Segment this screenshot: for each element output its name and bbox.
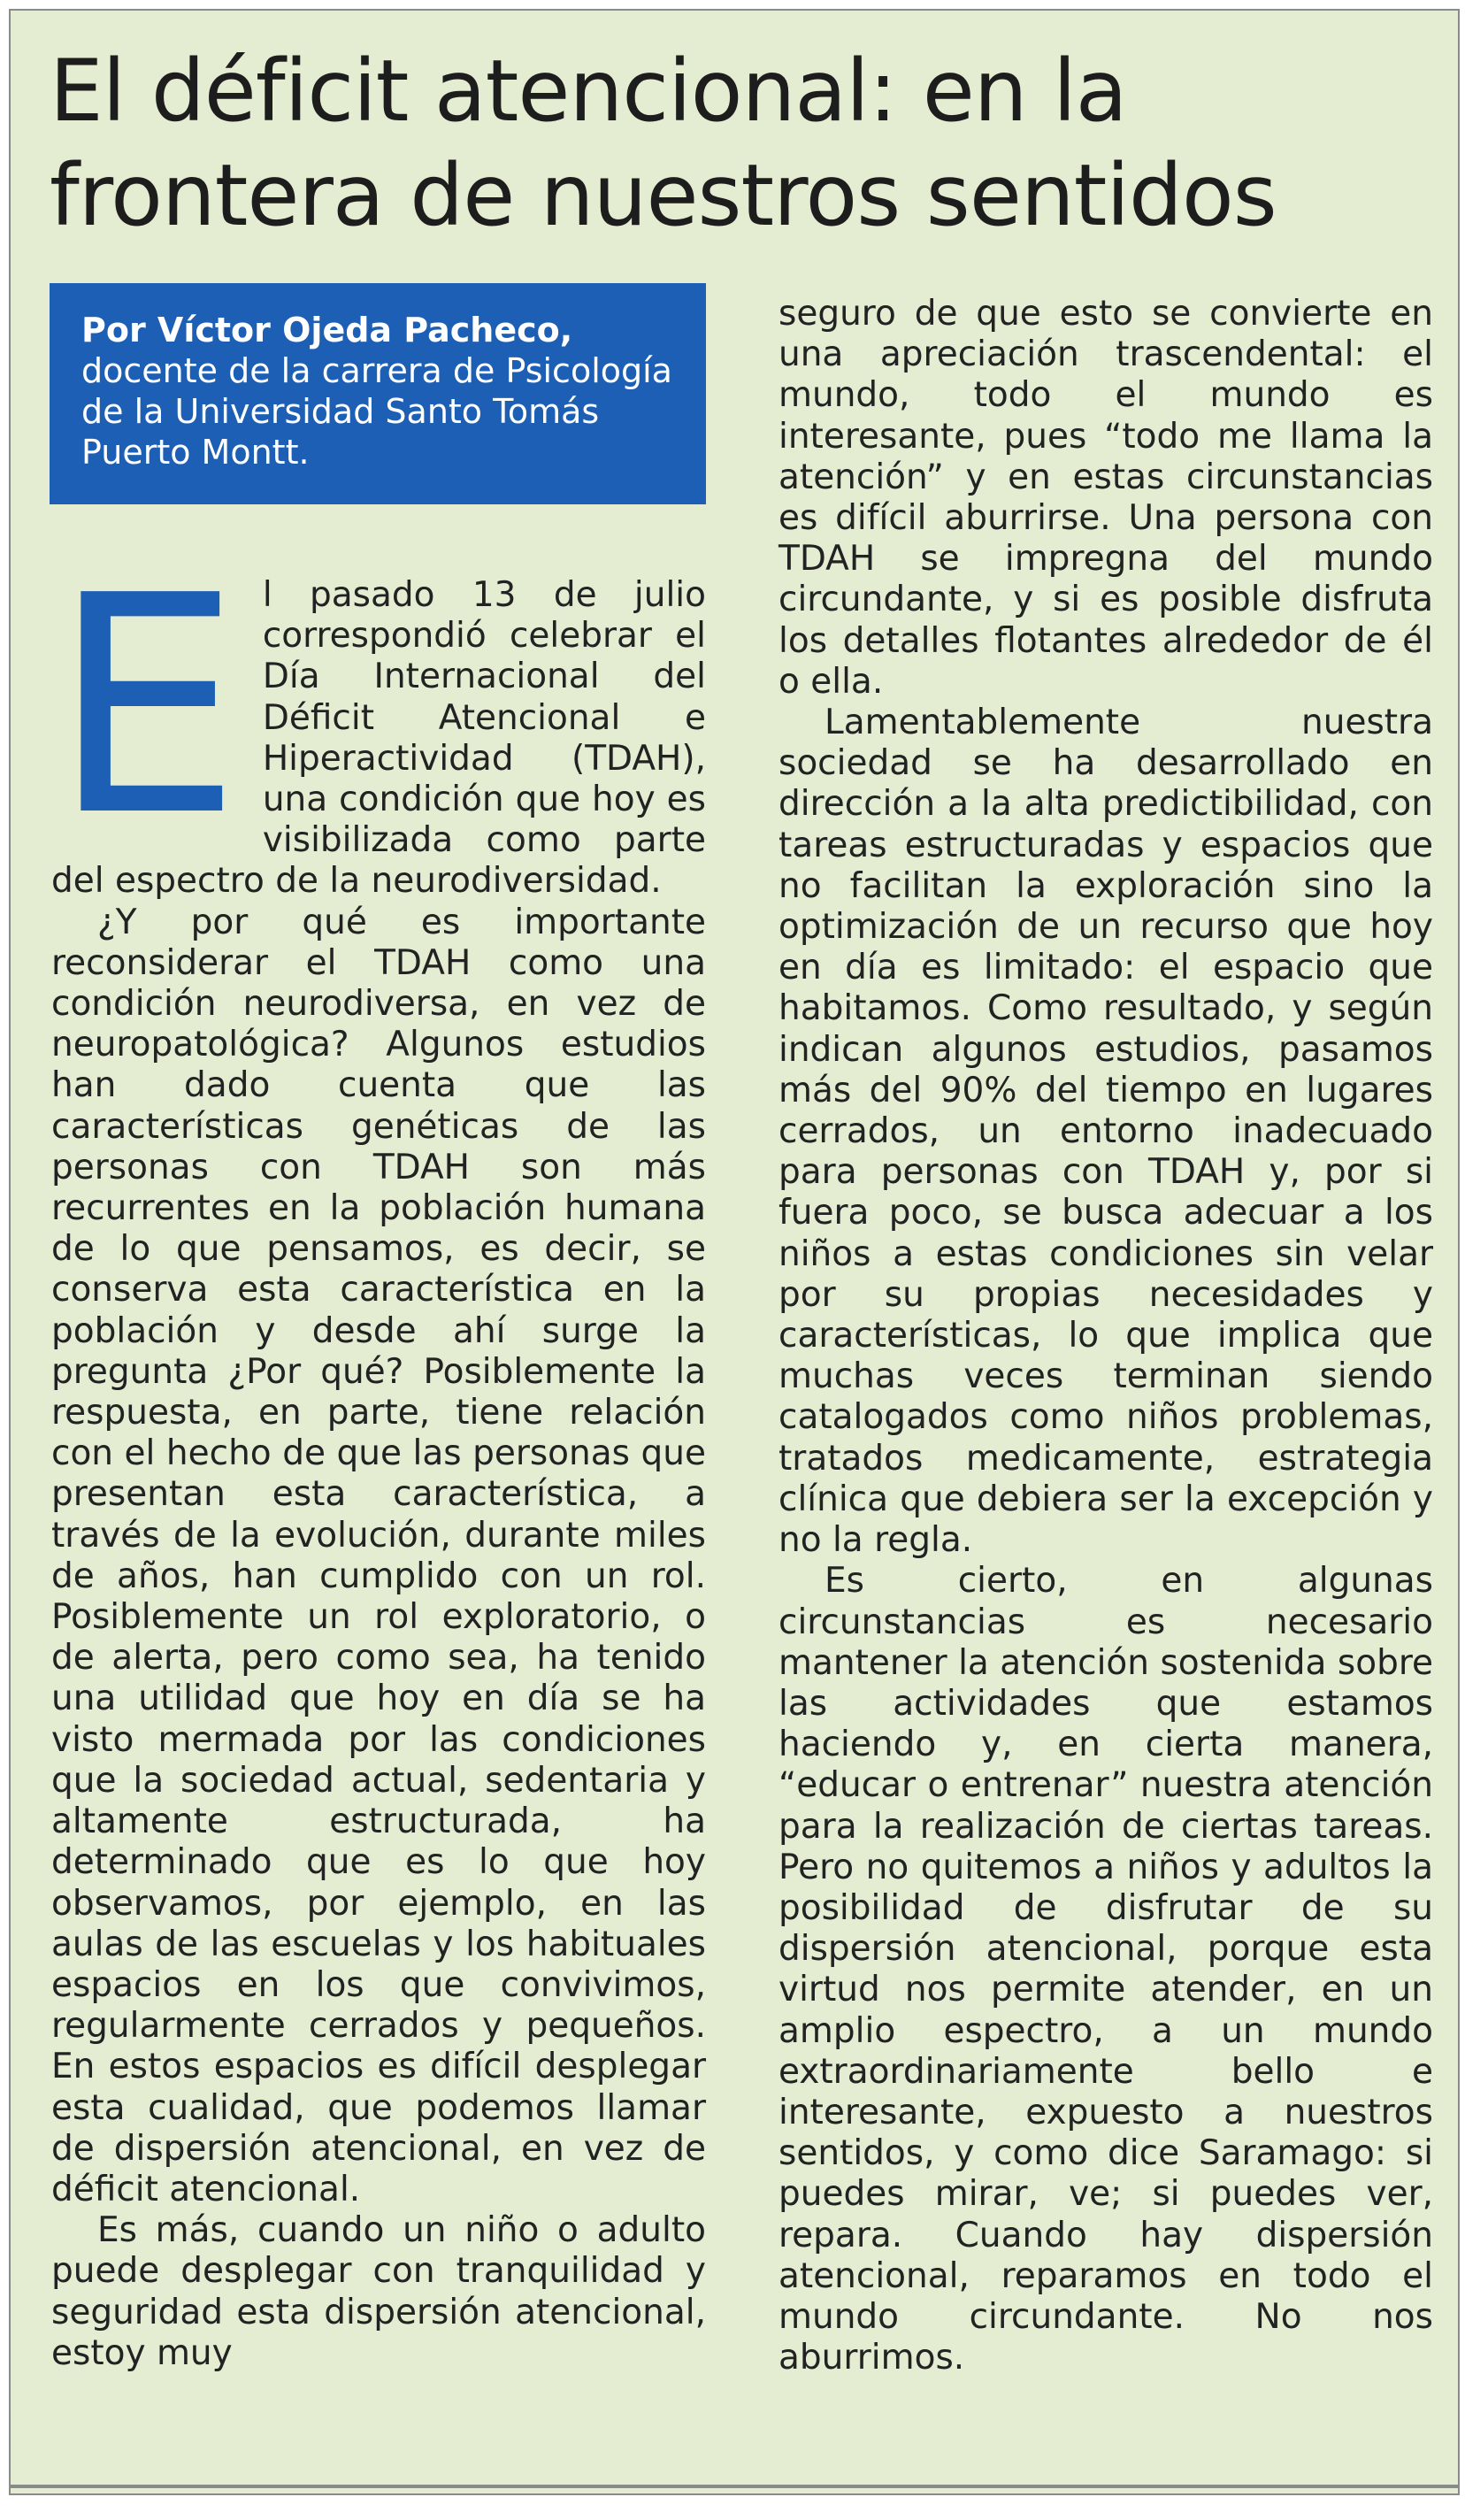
- paragraph-3-continued: seguro de que esto se convierte en una apreciación trascendental: el mundo, todo el mundo es interesante, pues “todo me llama la atención” y en estas circunstancias es difícil aburrirse. Una persona con TDAH se impregna del mundo circundante, y si es posible disfruta los detalles flotantes alrededor de él o ella.: [779, 294, 1433, 702]
- paragraph-1-text: l pasado 13 de julio correspondió celebrar el Día Internacional del Déficit Atencional e Hiperactividad (TDAH), una condición que hoy es visibilizada como parte del espectro de la neurodiversidad.: [51, 575, 706, 902]
- article-page: [9, 9, 1460, 2495]
- article-column-left: [51, 532, 706, 2374]
- article-column-right: [779, 294, 1433, 2378]
- bottom-divider: [11, 2485, 1458, 2488]
- paragraph-intro: [51, 532, 706, 903]
- paragraph-5: Es cierto, en algunas circunstancias es necesario mantener la atención sostenida sobre las actividades que estamos haciendo y, en cierta manera, “educar o entrenar” nuestra atención para la realización de ciertas tareas. Pero no quitemos a niños y adultos la posibilidad de disfrutar de su dispersión atencional, porque esta virtud nos permite atender, en un amplio espectro, a un mundo extraordinariamente bello e interesante, expuesto a nuestros sentidos, y como dice Saramago: si puedes mirar, ve; si puedes ver, repara. Cuando hay dispersión atencional, reparamos en todo el mundo circundante. No nos aburrimos.: [779, 1561, 1433, 2378]
- paragraph-2: ¿Y por qué es importante reconsiderar el TDAH como una condición neurodiversa, en vez de neuropatológica? Algunos estudios han dado cuenta que las características genéticas de las personas con TDAH son más recurrentes en la población humana de lo que pensamos, es decir, se conserva esta característica en la población y desde ahí surge la pregunta ¿Por qué? Posiblemente la respuesta, en parte, tiene relación con el hecho de que las personas que presentan esta característica, a través de la evolución, durante miles de años, han cumplido con un rol. Posiblemente un rol exploratorio, o de alerta, pero como sea, ha tenido una utilidad que hoy en día se ha visto mermada por las condiciones que la sociedad actual, sedentaria y altamente estructurada, ha determinado que es lo que hoy observamos, por ejemplo, en las aulas de las escuelas y los habituales espacios en los que convivimos, regularmente cerrados y pequeños. En estos espacios es difícil desplegar esta cualidad, que podemos llamar de dispersión atencional, en vez de déficit atencional.: [51, 902, 706, 2209]
- author-byline-box: [50, 283, 706, 504]
- dropcap-letter: E: [51, 532, 242, 882]
- author-role: docente de la carrera de Psicología de la Universidad Santo Tomás Puerto Montt.: [81, 351, 672, 472]
- article-headline: El déficit atencional: en la frontera de nuestros sentidos: [50, 42, 1277, 245]
- author-name: Por Víctor Ojeda Pacheco,: [81, 311, 573, 350]
- paragraph-3: Es más, cuando un niño o adulto puede desplegar con tranquilidad y seguridad esta dispersión atencional, estoy muy: [51, 2210, 706, 2373]
- paragraph-4: Lamentablemente nuestra sociedad se ha desarrollado en dirección a la alta predictibilidad, con tareas estructuradas y espacios que no facilitan la exploración sino la optimización de un recurso que hoy en día es limitado: el espacio que habitamos. Como resultado, y según indican algunos estudios, pasamos más del 90% del tiempo en lugares cerrados, un entorno inadecuado para personas con TDAH y, por si fuera poco, se busca adecuar a los niños a estas condiciones sin velar por su propias necesidades y características, lo que implica que muchas veces terminan siendo catalogados como niños problemas, tratados medicamente, estrategia clínica que debiera ser la excepción y no la regla.: [779, 703, 1433, 1561]
